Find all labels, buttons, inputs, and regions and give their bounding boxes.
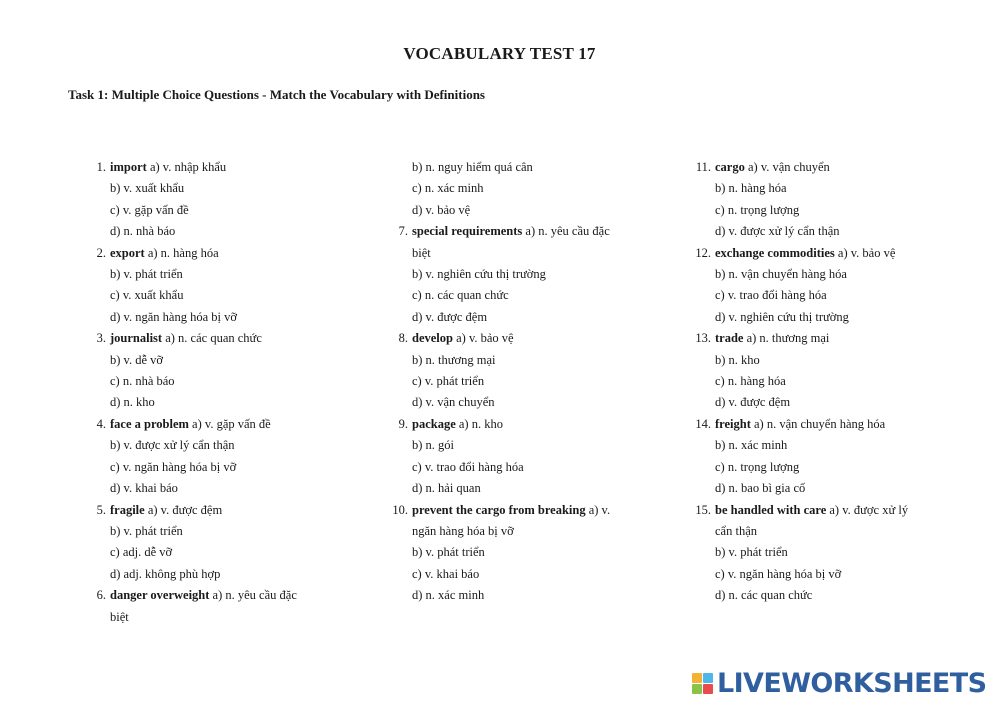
question-first-line bbox=[88, 414, 338, 435]
option-text: c) v. phát triển bbox=[412, 374, 485, 389]
option-text: d) n. nhà báo bbox=[110, 224, 176, 239]
question-first-line bbox=[390, 328, 650, 349]
option-text: c) v. xuất khẩu bbox=[110, 288, 184, 303]
vocabulary-term: be handled with care bbox=[715, 502, 827, 517]
vocabulary-term: import bbox=[110, 160, 147, 174]
vocabulary-term: special requirements bbox=[412, 224, 523, 239]
question-item bbox=[693, 243, 943, 329]
question-column-2 bbox=[390, 157, 650, 607]
option-line bbox=[693, 392, 943, 413]
option-line bbox=[88, 307, 338, 328]
option-text: c) v. khai báo bbox=[412, 566, 480, 581]
option-text: d) v. vận chuyển bbox=[412, 395, 495, 410]
option-text: b) v. phát triển bbox=[110, 267, 183, 282]
option-line bbox=[390, 200, 650, 221]
option-line bbox=[88, 542, 338, 563]
vocabulary-term: cargo bbox=[715, 160, 745, 174]
option-line bbox=[390, 178, 650, 199]
option-text: cẩn thận bbox=[715, 523, 757, 538]
option-text: c) v. trao đổi hàng hóa bbox=[412, 459, 524, 474]
option-text: c) v. trao đổi hàng hóa bbox=[715, 288, 827, 303]
question-first-line bbox=[88, 585, 338, 606]
option-text: b) n. vận chuyển hàng hóa bbox=[715, 267, 847, 282]
vocabulary-term: prevent the cargo from breaking bbox=[412, 502, 586, 517]
question-item bbox=[88, 414, 338, 500]
option-line bbox=[88, 264, 338, 285]
question-first-line bbox=[693, 157, 943, 178]
option-text: b) v. phát triển bbox=[110, 523, 183, 538]
question-item bbox=[693, 500, 943, 607]
option-text: biệt bbox=[110, 609, 129, 624]
option-line bbox=[88, 371, 338, 392]
question-item bbox=[88, 157, 338, 243]
option-text: a) v. bbox=[588, 502, 611, 517]
question-item bbox=[88, 585, 338, 628]
option-text: a) v. được đệm bbox=[147, 502, 223, 517]
option-text: d) n. bao bì gia cố bbox=[715, 481, 806, 496]
liveworksheets-logo-icon bbox=[692, 673, 713, 694]
option-text: d) n. hải quan bbox=[412, 481, 481, 496]
option-text: b) n. xác minh bbox=[715, 438, 788, 453]
option-line bbox=[693, 457, 943, 478]
option-text: a) n. yêu cầu đặc bbox=[212, 588, 297, 603]
question-column-3 bbox=[693, 157, 943, 607]
option-text: a) v. gặp vấn đề bbox=[192, 416, 271, 431]
question-number: 3. bbox=[96, 331, 106, 346]
option-text: c) n. các quan chức bbox=[412, 288, 509, 303]
vocabulary-term: export bbox=[110, 245, 145, 260]
question-first-line bbox=[390, 414, 650, 435]
question-number: 6. bbox=[96, 588, 106, 603]
question-item bbox=[390, 500, 650, 607]
option-line bbox=[693, 307, 943, 328]
option-line bbox=[390, 350, 650, 371]
option-text: c) n. hàng hóa bbox=[715, 374, 786, 389]
option-text: b) v. phát triển bbox=[715, 545, 788, 560]
question-first-line bbox=[693, 243, 943, 264]
vocabulary-term: danger overweight bbox=[110, 588, 210, 603]
question-first-line bbox=[693, 414, 943, 435]
liveworksheets-logo bbox=[692, 666, 986, 700]
option-text: b) n. thương mại bbox=[412, 352, 496, 367]
option-text: c) n. nhà báo bbox=[110, 374, 175, 389]
vocabulary-term: freight bbox=[715, 416, 751, 431]
option-line bbox=[390, 585, 650, 606]
option-line bbox=[390, 307, 650, 328]
question-item bbox=[693, 157, 943, 243]
option-text: d) n. kho bbox=[110, 395, 155, 410]
option-text: b) n. gói bbox=[412, 438, 455, 453]
option-line bbox=[693, 350, 943, 371]
option-line bbox=[390, 457, 650, 478]
page-title: VOCABULARY TEST 17 bbox=[403, 44, 596, 63]
question-number: 1. bbox=[96, 160, 106, 174]
vocabulary-term: exchange commodities bbox=[715, 245, 835, 260]
option-line bbox=[88, 478, 338, 499]
option-text: d) v. khai báo bbox=[110, 481, 178, 496]
option-text: d) adj. không phù hợp bbox=[110, 566, 221, 581]
option-text: d) v. ngăn hàng hóa bị vỡ bbox=[110, 309, 237, 324]
option-line bbox=[88, 178, 338, 199]
question-first-line bbox=[390, 500, 650, 521]
question-first-line bbox=[88, 157, 338, 178]
logo-square-yellow bbox=[692, 673, 702, 683]
question-item bbox=[88, 243, 338, 329]
option-text: c) v. ngăn hàng hóa bị vỡ bbox=[110, 459, 237, 474]
option-text: c) v. ngăn hàng hóa bị vỡ bbox=[715, 566, 842, 581]
option-line bbox=[693, 435, 943, 456]
option-line bbox=[88, 521, 338, 542]
option-line bbox=[88, 221, 338, 242]
question-first-line bbox=[88, 500, 338, 521]
question-item bbox=[390, 221, 650, 328]
question-first-line bbox=[88, 243, 338, 264]
option-line bbox=[693, 178, 943, 199]
option-text: d) v. được đệm bbox=[715, 395, 791, 410]
option-line bbox=[390, 564, 650, 585]
question-item bbox=[390, 414, 650, 500]
option-line bbox=[693, 221, 943, 242]
option-text: a) n. hàng hóa bbox=[147, 245, 219, 260]
vocabulary-term: journalist bbox=[110, 331, 163, 346]
question-first-line bbox=[390, 157, 650, 178]
option-line bbox=[693, 585, 943, 606]
question-first-line bbox=[88, 328, 338, 349]
option-line bbox=[88, 435, 338, 456]
option-text: a) n. yêu cầu đặc bbox=[525, 224, 610, 239]
question-number: 5. bbox=[96, 502, 106, 517]
option-text: b) n. nguy hiểm quá cân bbox=[412, 160, 533, 174]
question-item bbox=[390, 157, 650, 221]
question-number: 15. bbox=[695, 502, 711, 517]
question-item bbox=[390, 328, 650, 414]
question-number: 7. bbox=[398, 224, 408, 239]
option-text: b) v. nghiên cứu thị trường bbox=[412, 267, 546, 282]
question-first-line bbox=[693, 328, 943, 349]
option-text: b) v. dễ vỡ bbox=[110, 352, 164, 367]
option-line bbox=[390, 542, 650, 563]
option-line bbox=[88, 392, 338, 413]
question-number: 8. bbox=[398, 331, 408, 346]
option-text: c) n. trọng lượng bbox=[715, 459, 800, 474]
option-line bbox=[88, 564, 338, 585]
vocabulary-term: trade bbox=[715, 331, 744, 346]
option-text: a) v. vận chuyển bbox=[747, 160, 830, 174]
option-line bbox=[390, 243, 650, 264]
question-item bbox=[693, 328, 943, 414]
question-first-line bbox=[693, 500, 943, 521]
vocabulary-term: develop bbox=[412, 331, 453, 346]
option-text: a) n. vận chuyển hàng hóa bbox=[754, 416, 886, 431]
option-text: d) v. được đệm bbox=[412, 309, 488, 324]
option-text: b) n. hàng hóa bbox=[715, 181, 787, 196]
option-text: c) v. gặp vấn đề bbox=[110, 202, 189, 217]
question-column-1 bbox=[88, 157, 338, 628]
option-line bbox=[390, 285, 650, 306]
option-line bbox=[693, 478, 943, 499]
option-line bbox=[88, 607, 338, 628]
question-item bbox=[88, 500, 338, 586]
option-text: c) n. xác minh bbox=[412, 181, 484, 196]
logo-text: LIVEWORKSHEETS bbox=[717, 667, 987, 699]
option-line bbox=[693, 521, 943, 542]
option-text: b) v. phát triển bbox=[412, 545, 485, 560]
vocabulary-term: face a problem bbox=[110, 416, 189, 431]
option-line bbox=[693, 564, 943, 585]
option-text: b) v. xuất khẩu bbox=[110, 181, 185, 196]
option-line bbox=[390, 392, 650, 413]
logo-square-green bbox=[692, 684, 702, 694]
question-first-line bbox=[390, 221, 650, 242]
option-line bbox=[693, 200, 943, 221]
option-text: biệt bbox=[412, 245, 431, 260]
option-text: ngăn hàng hóa bị vỡ bbox=[412, 523, 514, 538]
option-line bbox=[693, 542, 943, 563]
option-text: d) v. nghiên cứu thị trường bbox=[715, 309, 849, 324]
option-line bbox=[390, 264, 650, 285]
question-number: 4. bbox=[96, 416, 106, 431]
question-number: 10. bbox=[392, 502, 408, 517]
question-number: 2. bbox=[96, 245, 106, 260]
question-item bbox=[88, 328, 338, 414]
question-number: 14. bbox=[695, 416, 711, 431]
question-item bbox=[693, 414, 943, 500]
question-number: 11. bbox=[695, 160, 711, 174]
option-text: a) n. các quan chức bbox=[165, 331, 262, 346]
option-text: d) v. bảo vệ bbox=[412, 202, 471, 217]
option-text: b) n. kho bbox=[715, 352, 760, 367]
option-text: d) v. được xử lý cẩn thận bbox=[715, 224, 840, 239]
option-line bbox=[88, 457, 338, 478]
option-text: a) v. nhập khẩu bbox=[149, 160, 227, 174]
task-heading: Task 1: Multiple Choice Questions - Match the Vocabulary with Definitions bbox=[68, 87, 485, 102]
option-line bbox=[88, 350, 338, 371]
option-text: d) n. các quan chức bbox=[715, 588, 813, 603]
option-line bbox=[693, 285, 943, 306]
option-line bbox=[390, 371, 650, 392]
option-text: a) v. bảo vệ bbox=[837, 245, 896, 260]
option-text: c) n. trọng lượng bbox=[715, 202, 800, 217]
option-line bbox=[88, 200, 338, 221]
vocabulary-term: fragile bbox=[110, 502, 145, 517]
option-text: d) n. xác minh bbox=[412, 588, 485, 603]
vocabulary-term: package bbox=[412, 416, 456, 431]
option-line bbox=[693, 371, 943, 392]
option-text: a) v. bảo vệ bbox=[456, 331, 514, 346]
option-line bbox=[390, 521, 650, 542]
option-text: b) v. được xử lý cẩn thận bbox=[110, 438, 235, 453]
logo-square-blue bbox=[703, 673, 713, 683]
option-text: a) n. thương mại bbox=[746, 331, 830, 346]
option-line bbox=[390, 478, 650, 499]
logo-square-red bbox=[703, 684, 713, 694]
option-text: a) n. kho bbox=[458, 416, 503, 431]
option-line bbox=[693, 264, 943, 285]
question-number: 13. bbox=[695, 331, 711, 346]
option-text: a) v. được xử lý bbox=[829, 502, 909, 517]
question-number: 9. bbox=[398, 416, 408, 431]
option-line bbox=[88, 285, 338, 306]
option-line bbox=[390, 435, 650, 456]
option-text: c) adj. dễ vỡ bbox=[110, 545, 173, 560]
question-number: 12. bbox=[695, 245, 711, 260]
